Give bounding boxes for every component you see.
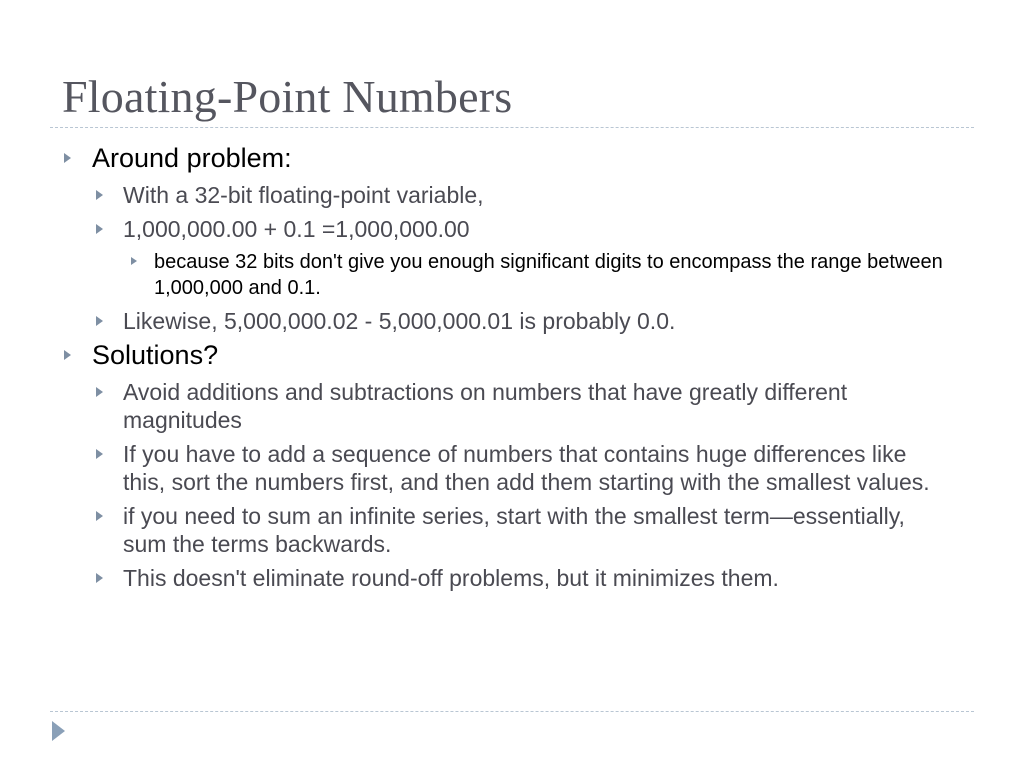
title-divider [50, 127, 974, 128]
bullet-triangle-icon [96, 316, 103, 326]
slide-title: Floating-Point Numbers [62, 71, 513, 122]
bullet-text: This doesn't eliminate round-off problems, but it minimizes them. [123, 565, 779, 591]
triangle-right-icon [52, 721, 65, 741]
bullet-item [0, 502, 1024, 558]
bullet-item [0, 249, 1024, 301]
footer-divider [50, 711, 974, 712]
bullet-text: 1,000,000.00 + 0.1 =1,000,000.00 [123, 216, 470, 242]
bullet-text: Around problem: [92, 143, 292, 173]
bullet-item [0, 564, 1024, 592]
bullet-text: Solutions? [92, 340, 219, 370]
bullet-text: because 32 bits don't give you enough significant digits to encompass the range between 1,000,000 and 0.1. [154, 251, 943, 299]
bullet-text: if you need to sum an infinite series, start with the smallest term—essentially, sum the terms backwards. [123, 503, 905, 557]
bullet-triangle-icon [96, 387, 103, 397]
bullet-text: Avoid additions and subtractions on numbers that have greatly different magnitudes [123, 379, 848, 433]
bullet-triangle-icon [96, 573, 103, 583]
bullet-item [0, 338, 1024, 372]
bullet-triangle-icon [64, 153, 71, 163]
bullet-triangle-icon [64, 350, 71, 360]
bullet-list [0, 138, 1024, 592]
bullet-triangle-icon [96, 511, 103, 521]
bullet-item [0, 215, 1024, 243]
bullet-item [0, 181, 1024, 209]
bullet-text: With a 32-bit floating-point variable, [123, 182, 484, 208]
bullet-triangle-icon [96, 224, 103, 234]
bullet-text: Likewise, 5,000,000.02 - 5,000,000.01 is probably 0.0. [123, 308, 676, 334]
bullet-item [0, 378, 1024, 434]
bullet-triangle-icon [96, 449, 103, 459]
bullet-item [0, 440, 1024, 496]
bullet-triangle-icon [131, 257, 137, 265]
bullet-triangle-icon [96, 190, 103, 200]
bullet-item [0, 307, 1024, 335]
bullet-item [0, 141, 1024, 175]
bullet-text: If you have to add a sequence of numbers that contains huge differences like this, sort the numbers first, and then add them starting with the smallest values. [123, 441, 930, 495]
